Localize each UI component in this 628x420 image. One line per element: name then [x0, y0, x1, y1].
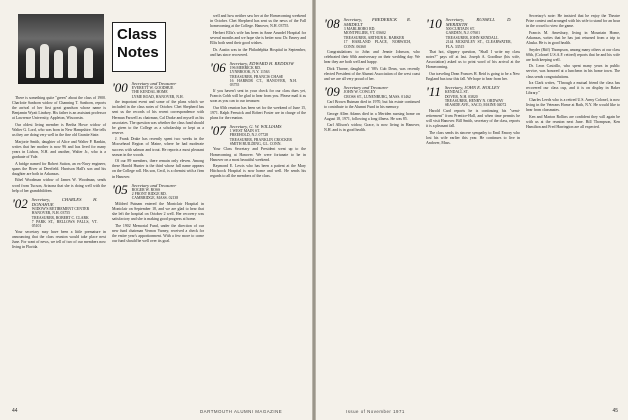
class-section-07 [210, 124, 306, 147]
note-paragraph: Carl Allison's widow, Grace, is now living in Hanover, N.H. and is in good health. [324, 123, 420, 133]
photo-figure [68, 46, 77, 78]
note-paragraph: Dick Thorne, daughter of '08's Cub Dean, was recently elected President of the Alumni Association of the west coast and we are all very proud of her. [324, 66, 420, 81]
class-section-09 [324, 85, 420, 99]
page-number: 45 [612, 408, 618, 414]
class-section-00 [112, 81, 204, 99]
note-paragraph: Francis M. Amesbury, living in Mountain Home, Arkansas, writes that he has just returned from a trip to Alaska. He is in good health. [526, 30, 620, 45]
officer-line: KENDALL ST. [444, 90, 469, 95]
officer-line: TREASURER, HENRY N. ORDWAY [444, 98, 504, 103]
photo-figure [40, 44, 49, 78]
logo-line2: Notes [117, 44, 159, 61]
page-footer: Issue of November 1971 [346, 409, 405, 414]
class-section-06 [210, 61, 306, 88]
right-page [316, 0, 628, 420]
officer-line: TREASURER, ARTHUR K. BARKER [343, 35, 404, 40]
class-section-08 [324, 17, 420, 49]
class-photo [18, 14, 104, 84]
class-section-10 [426, 17, 520, 49]
officer-line: 16 HARBOR CT., HANOVER, N.H. 03755 [229, 78, 297, 88]
officer-label: Secretary, EDWARD H. REDDOW [229, 60, 294, 66]
class-year: '10 [426, 16, 442, 31]
class-year: '05 [112, 181, 128, 197]
class-year: '00 [112, 80, 128, 95]
note-paragraph: the important event and some of the plans which we included in the class notes of October. Chet Shepherd has sent us the records of his recent correspondence with Herman Farwell as chairman, Cal Drake and myself as his associates. The question was whether the class fund should be given to the College as a scholarship or kept as a reserve. [112, 100, 204, 135]
note-paragraph: The 1902 Memorial Fund, under the direction of our new fund chairman Vernon Varney, received a check for the entire year's apportionment. With a few more to come our fund should be well over its goal. [112, 223, 204, 243]
note-paragraph: That hot, slippery question, "Shall I write my class notes?" pays off at last. Joseph A. Goodhue (his wife, Association) asked us to print word of his arrival at the Homecoming. [426, 50, 520, 70]
officer-label: Secretary, CHARLES H. DONAHUE [31, 196, 98, 207]
page-number: 44 [12, 408, 18, 414]
class-section-02 [12, 197, 106, 229]
left-column-2 [112, 78, 204, 246]
class-year: '07 [210, 122, 226, 138]
officer-line: LYME ROAD, HANOVER, N.H. [131, 94, 184, 99]
intro-paragraph: Ethel Woodman widow of James W. Woodman, sends word from Tucson, Arizona that she is doing well with the help of her grandchildren. [12, 178, 106, 193]
intro-paragraph: A bridge named for Robert Sutton, an ex-Navy engineer, spans the River at Deerfield. Harrison Hall's son and his daughter are both in Arkansas. [12, 161, 106, 176]
officer-line: MONTPELIER, VT. 05602 [343, 31, 386, 36]
class-year: '11 [426, 84, 441, 100]
note-paragraph: well and how neither saw her at the Homecoming weekend in October. Chet Shepherd has sent us the news of the Fall homecoming at the College. Hanover, N.H. 03755. [210, 14, 306, 29]
class-year: '09 [324, 84, 340, 100]
left-column-1 [12, 96, 106, 252]
officer-line: ROGER W. ROSS [131, 187, 161, 192]
note-paragraph: Charles Leeds who is a retired U.S. Army Colonel, is now living in the Veterans Home at Bath, N.Y. He would like to hear from classmates. [526, 97, 620, 113]
officer-label: Secretary and Treasurer [131, 81, 177, 86]
note-paragraph: Dr. Leon Castrillo, who spent many years in public service, was honored at a luncheon in his home town. The class sends congratulations. [526, 64, 620, 79]
class-year: '08 [324, 16, 340, 31]
class-year: '06 [210, 59, 226, 75]
note-paragraph: Snyder (Biff) Thompson, among many others at our class 60th, (Colonel U.S.A.F. retired) reports that he and his wife are both keeping well. [526, 47, 620, 62]
note-paragraph: Your Class Secretary and President went up to the Homecoming at Hanover. We were fortunate to be in Hanover on a most beautiful weekend. [210, 147, 306, 162]
officer-line: 2144 MCKINLEY ST., CLEARWATER, FLA. 33515 [445, 40, 512, 49]
officer-line: CROSS ST., LUNENBURG, MASS. 01462 [343, 94, 411, 99]
officer-label: Secretary, G. W. WILLIAMS [229, 123, 282, 129]
officer-line: FREEHOLD, N.J. 07728 [229, 133, 269, 138]
officer-line: HANOVER, N.H. 03755 [31, 211, 71, 216]
note-paragraph: Harold Card reports he is continuing his "semi-retirement" from Prentice-Hall, and when time permits he will visit Hanover. Bill Smith, secretary of the class, reports it is a pleasant fall. [426, 108, 520, 128]
officer-line: 196 MERRICK RD. [229, 65, 261, 70]
officer-line: 1 WEST MAIN ST. [229, 128, 260, 133]
officer-line: SMITH BUILDING, GL. CONN. [229, 142, 282, 147]
note-paragraph: Congratulations to John and Jennie Johnson, who celebrated their 60th anniversary on their wedding day. We hear they are both well and happy. [324, 50, 420, 65]
class-section-11 [426, 85, 520, 108]
intro-paragraph: There is something quite "green" about the class of 1900. Charlotte Sanborn widow of Channing T. Sanborn, reports the arrival of her first great grandson whose name is Benjamin Wyatt Lindsey. His father is an assistant professor at Lawrence University, Appleton, Wisconsin. [12, 96, 106, 121]
class-year: '02 [12, 195, 28, 211]
officer-label: Secretary and Treasurer [131, 182, 177, 188]
intro-paragraph: Our oldest living member is Bertha Howe widow of Walter G. Lord, who was born in New Hampshire. She tells us they are doing very well in the fine old Granite State. [12, 122, 106, 138]
note-paragraph: Of our 89 members, there remain only eleven. Among these Harold Hunter is the third whose full name appears on the College roll. His son, Cecil, is a chemist with a firm in Hanover. [112, 159, 204, 179]
photo-figure [26, 48, 35, 78]
officer-line: TREASURER, FRANKLIN CROCKER [229, 137, 292, 142]
officer-label: Secretary, RUSSELL D. MERIDITH [445, 17, 512, 27]
officer-line: JOHN W. COWLEY [343, 90, 376, 95]
note-paragraph: Ira Clark writes, "Through a mutual friend the class has recovered our class cup, and it is on display in Baker Library." [526, 81, 620, 96]
note-paragraph: Our 65th reunion has been set for the weekend of June 15, 1971. Ralph Fenwick and Robert Foster are in charge of the plans for the reunion. [210, 105, 306, 120]
note-paragraph: Your secretary may have been a little premature in announcing that the class reunion would take place next June. For want of news, we tell of two of our members now living in Florida. [12, 229, 106, 249]
officer-line: TREASURER, ROBERT C. CLARK [31, 215, 89, 220]
note-paragraph: Ken and Marion Rollins are confident they will again be with us at the reunion next June. Bill Thompson, Ken Hamilton and Fred Harrington are all expected. [526, 114, 620, 129]
officer-line: SEASIDE AVE., SACO, MAINE 04072 [444, 103, 507, 108]
note-paragraph: If you haven't sent in your check for our class dues yet, Francis Cobb will be glad to hear from you. Please mail it as soon as you can to our treasurer. [210, 88, 306, 103]
officer-line: 17 HARLAND PLACE, NORWICH, CONN. 06360 [343, 40, 411, 49]
officer-line: 3 MARLBORO RD. [343, 27, 376, 31]
officer-line: 2 FRONT RIDGE RD. [131, 192, 167, 197]
intro-paragraph: Marjorie Smith, daughter of Alice and Walter P. Rankin, writes that her mother is now 96 and has lived for many years in Lisbon, N.H. and another, Walter Jr., who is a graduate of Yale. [12, 139, 106, 160]
class-section-05 [112, 183, 204, 201]
officer-line: 500 CURTAIN ST. [445, 27, 475, 31]
officer-line: WIDOW'S RETIREMENT CENTER [31, 206, 90, 211]
officer-line: TREASURER, JOHN KENDALL [445, 35, 499, 40]
page-footer: DARTMOUTH ALUMNI MAGAZINE [200, 409, 283, 414]
officer-line: 7 PARK ST., BELLOWS FALLS, VT. 05101 [31, 219, 98, 229]
photo-figure [54, 50, 63, 78]
left-page [0, 0, 312, 420]
officer-line: GARDEN, N.J. 07601 [445, 31, 481, 36]
note-paragraph: Herbert Ellis's wife has been in Anne Arundel Hospital for several months and we hope she is better now. Dr. Emery and Ellis both send their good wishes. [210, 30, 306, 45]
note-paragraph: J. Frank Drake has recently spent two weeks in the Moosehead Region of Maine, where he had moderate success with salmon and trout. He reports a most pleasant season in the woods. [112, 137, 204, 157]
photo-figure [84, 48, 93, 78]
officer-line: LYNBROOK, N.Y. 11563 [229, 70, 270, 75]
officer-line: TREASURER, FRANCIS CHASE [229, 74, 284, 79]
note-paragraph: Carl Brown Butman died in 1970, but his estate continued to contribute to the Alumni Fund in his memory. [324, 99, 420, 109]
note-paragraph: Our traveling Dean Frances H. Reid is going to be a New England bus tour this fall. We hope to hear from her. [426, 71, 520, 81]
officer-line: THE KENDAL HOME [131, 90, 168, 95]
class-notes-logo [112, 22, 166, 72]
officer-label: Secretary, FREDERICK R. SMIDELT [343, 17, 411, 27]
note-paragraph: Raymond E. Lewis who has been a patient at the Mary Hitchcock Hospital is now home and well. He sends his regards to all the members of the class. [210, 164, 306, 179]
officer-label: Secretary, JOHN E. HOLLEY [444, 85, 500, 91]
officer-line: EVERETT W. GOODHUE [131, 86, 174, 90]
note-paragraph: Secretary's note: He insisted that he enjoy the Theatre Prize contest and arranged with his wife to stand for an hour in the crowd to view the game. [526, 14, 620, 29]
note-paragraph: Mildred Putnam entered the Montclair Hospital in Montclair on September 18, and we are glad to hear that she left the hospital on October 2 well. Her recovery was satisfactory and she is making good progress at home. [112, 201, 204, 222]
right-column-3 [526, 14, 620, 131]
note-paragraph: George Allen Adams died in a Meriden nursing home on August 18, 1971, following a long illness. He was 85. [324, 111, 420, 121]
left-column-3 [210, 14, 306, 181]
right-column-2 [426, 14, 520, 147]
officer-label: Secretary and Treasurer [343, 85, 389, 91]
officer-line: CAMBRIDGE, MASS. 02138 [131, 196, 179, 201]
note-paragraph: The class sends its sincere sympathy to Emil Emory who lost his wife earlier this year. He continues to live in Andover, Mass. [426, 130, 520, 145]
note-paragraph: Dr. Austin was in the Philadelphia Hospital in September, and has since recovered. [210, 47, 306, 57]
logo-line1: Class [117, 26, 158, 43]
right-column-1 [324, 14, 420, 135]
officer-line: DOVER, N.H. 03820 [444, 94, 478, 99]
